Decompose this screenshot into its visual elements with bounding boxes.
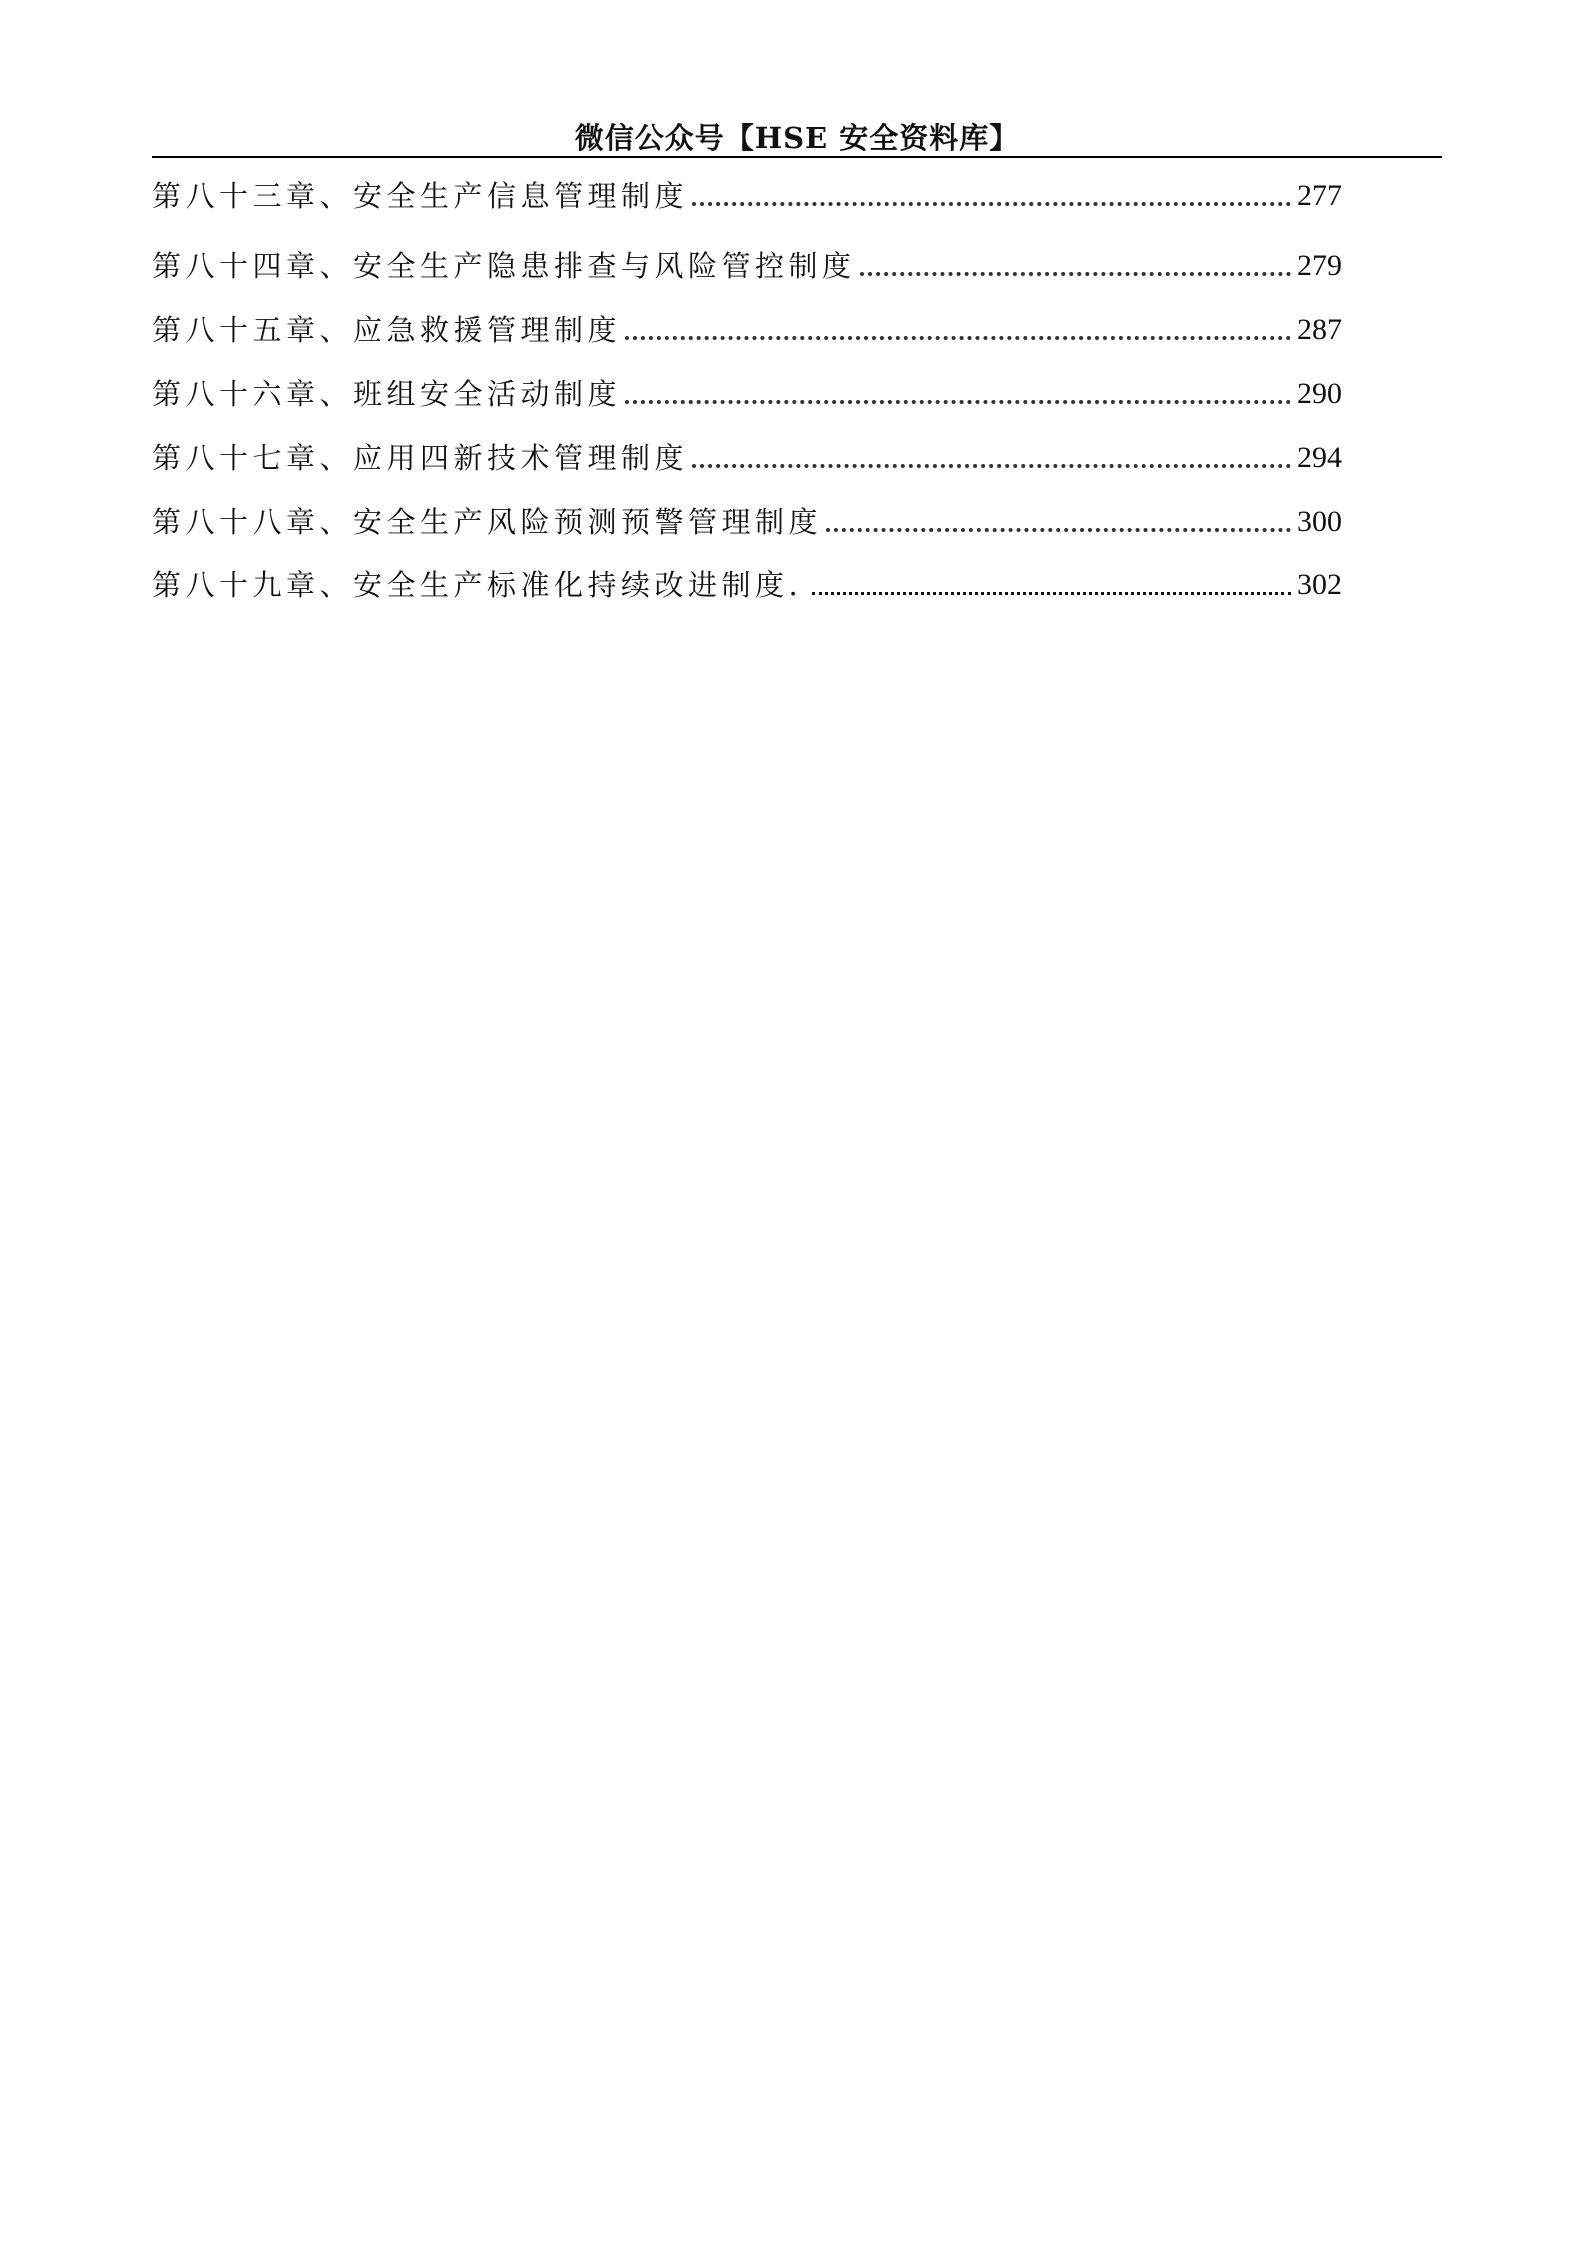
toc-entry-title: 第八十六章、班组安全活动制度: [152, 377, 622, 411]
toc-leader-dots: [625, 400, 1291, 404]
toc-entry-page: 300: [1297, 505, 1342, 538]
toc-entry[interactable]: [152, 563, 1342, 607]
toc-entry-title: 第八十三章、安全生产信息管理制度: [152, 179, 689, 213]
toc-entry-title: 第八十五章、应急救援管理制度: [152, 313, 622, 347]
toc-entry[interactable]: [152, 500, 1342, 544]
toc-entry[interactable]: [152, 372, 1342, 416]
toc-entry-page: 287: [1297, 313, 1342, 346]
toc-leader-dots: [860, 272, 1291, 276]
toc-entry[interactable]: [152, 174, 1342, 218]
toc-entry-title: 第八十八章、安全生产风险预测预警管理制度: [152, 505, 823, 539]
toc-entry-page: 302: [1297, 568, 1342, 601]
toc-entry-page: 290: [1297, 377, 1342, 410]
toc-leader-dots: [625, 336, 1291, 340]
toc-leader-dots: [692, 202, 1291, 206]
toc-entry-title: 第八十四章、安全生产隐患排查与风险管控制度: [152, 249, 856, 283]
toc-entry-page: 277: [1297, 179, 1342, 212]
toc-entry-title: 第八十九章、安全生产标准化持续改进制度.: [152, 568, 803, 602]
header-title: 微信公众号【HSE 安全资料库】: [574, 121, 1020, 155]
page-header: [152, 110, 1442, 158]
toc-entry[interactable]: [152, 436, 1342, 480]
toc-entry-page: 279: [1297, 249, 1342, 282]
toc-leader-dots: [826, 528, 1291, 532]
toc-leader-dots: [812, 592, 1291, 595]
toc-entry[interactable]: [152, 308, 1342, 352]
toc-entry[interactable]: [152, 244, 1342, 288]
toc-entry-page: 294: [1297, 441, 1342, 474]
toc-entry-title: 第八十七章、应用四新技术管理制度: [152, 441, 689, 475]
toc-leader-dots: [692, 464, 1291, 468]
